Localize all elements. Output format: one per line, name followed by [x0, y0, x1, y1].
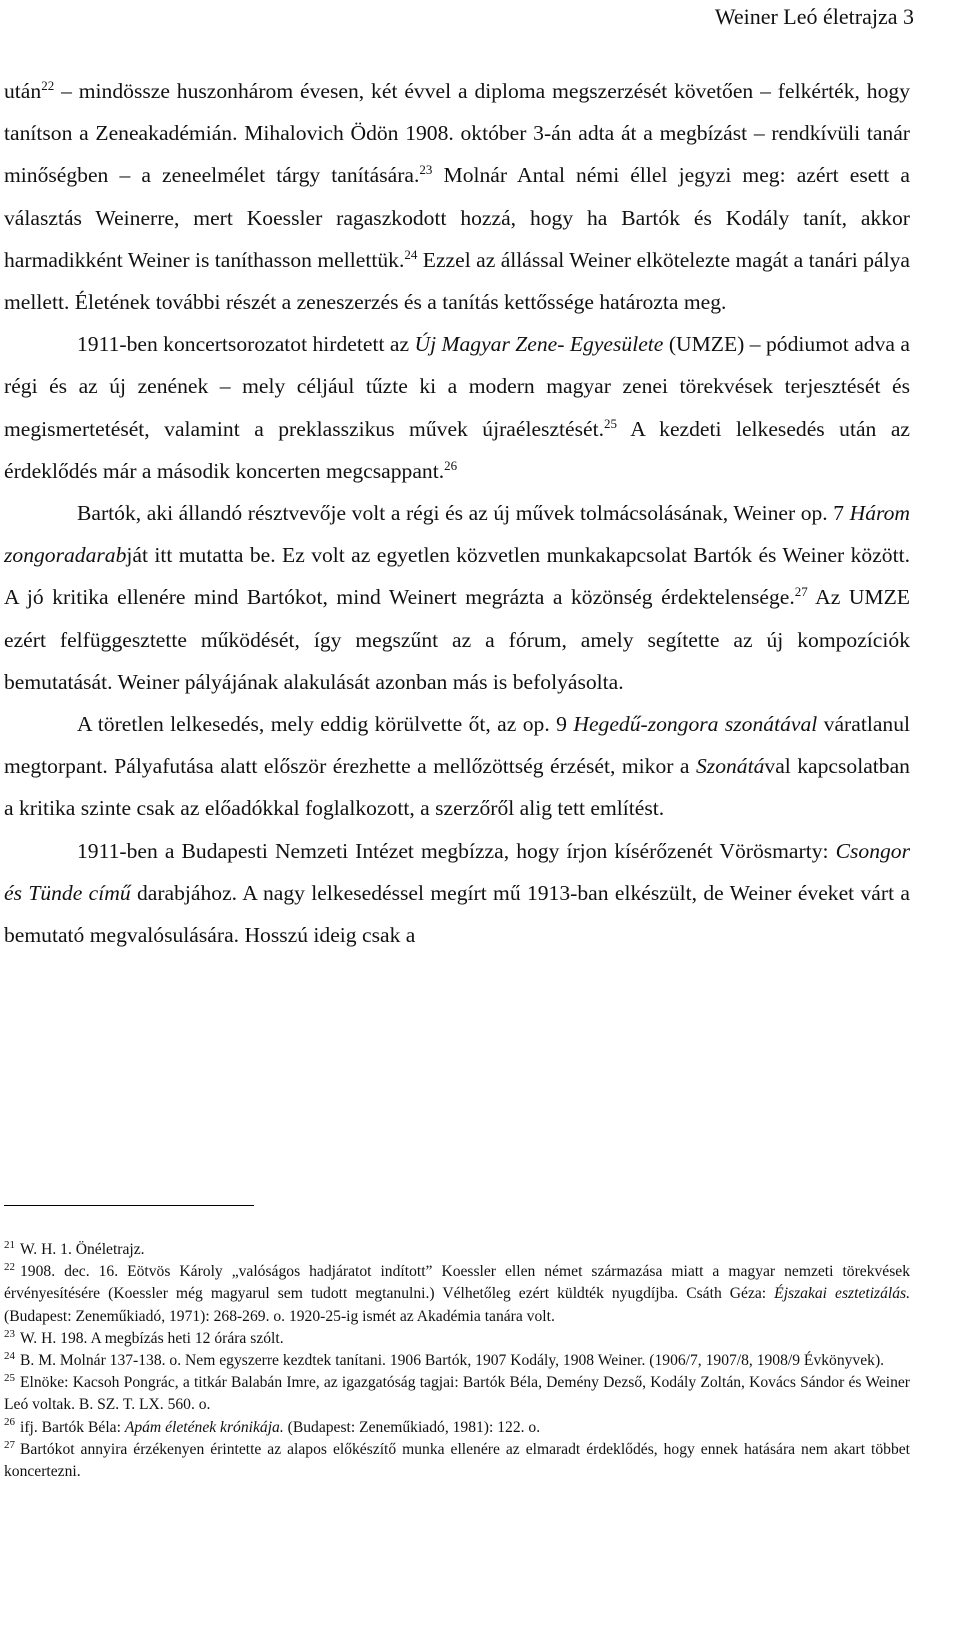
text-run: 1911-ben koncertsorozatot hirdetett az [77, 332, 415, 357]
text-run: Az UMZE ezért felfüggesztette működését, így megszűnt az a fórum, amely segítette az új kompozíciók bemutatását. Weiner pályájának alakulását azonban más is befolyásolta. [4, 585, 910, 694]
text-run: (Budapest: Zeneműkiadó, 1971): 268-269. o. 1920-25-ig ismét az Akadémia tanára volt. [4, 1307, 555, 1325]
text-run: ját itt mutatta be. Ez volt az egyetlen közvetlen munkakapcsolat Bartók és Weiner között. A jó kritika ellenére mind Bartókot, mind Weinert megrázta a közönség érdektelensége. [4, 543, 910, 610]
footnote [4, 1350, 910, 1372]
text-run: darabjához. A nagy lelkesedéssel megírt mű 1913-ban elkészült, de Weiner éveket várt a bemutató megvalósulására. Hosszú ideig csak a [4, 880, 910, 948]
footnote [4, 1372, 910, 1416]
footnote [4, 1239, 910, 1261]
text-run: A töretlen lelkesedés, mely eddig körülvette őt, az op. 9 [77, 712, 574, 737]
footnote-number: 24 [4, 1349, 15, 1362]
italic-title: Új Magyar Zene- Egyesülete [414, 332, 664, 357]
paragraph [4, 323, 910, 492]
text-run: váratlanul megtorpant. Pályafutása alatt először érezhette a mellőzöttség érzését, mikor a [4, 712, 910, 779]
footnote [4, 1439, 910, 1483]
footnote-number: 21 [4, 1238, 15, 1251]
text-run: 1911-ben a Budapesti Nemzeti Intézet megbízza, hogy írjon kísérőzenét Vörösmarty: [77, 838, 836, 863]
footnote-number: 23 [4, 1327, 15, 1340]
footnote-number: 27 [4, 1438, 15, 1451]
text-run: A kezdeti lelkesedés után az érdeklődés már a második koncerten megcsappant. [4, 416, 910, 483]
italic-title: Csongor és Tünde című [4, 838, 910, 905]
italic-title: Szonátá [696, 754, 765, 779]
text-run: ifj. Bartók Béla: [20, 1418, 125, 1436]
footnote-ref: 26 [444, 457, 458, 473]
text-run: B. M. Molnár 137-138. o. Nem egyszerre kezdtek tanítani. 1906 Bartók, 1907 Kodály, 1908 Weiner. (1906/7, 1907/8, 1908/9 Évkönyvek). [20, 1352, 885, 1370]
text-run: Bartók, aki állandó résztvevője volt a régi és az új művek tolmácsolásának, Weiner op. 7 [77, 501, 850, 526]
main-text [4, 70, 910, 956]
footnote [4, 1417, 910, 1439]
paragraph [4, 492, 910, 703]
running-header: Weiner Leó életrajza 3 [714, 4, 914, 29]
text-run: Elnöke: Kacsoh Pongrác, a titkár Balabán Imre, az igazgatóság tagjai: Bartók Béla, Demény Dezső, Kodály Zoltán, Kovács Sándor és Weiner Leó voltak. B. SZ. T. LX. 560. o. [4, 1374, 910, 1414]
paragraph [4, 830, 910, 957]
footnote [4, 1261, 910, 1328]
footnotes [4, 1239, 910, 1483]
italic-title: Apám életének krónikája. [124, 1418, 284, 1436]
text-run: 1908. dec. 16. Eötvös Károly „valóságos hadjáratot indított” Koessler ellen német származása miatt a magyar nemzeti törekvések érvényesítésére (Koessler még magyarul sem tudott megtanulni.) Vélhetőleg ezért küldték nyugdíjba. Csáth Géza: [4, 1263, 910, 1303]
text-run: (Budapest: Zeneműkiadó, 1981): 122. o. [283, 1418, 541, 1436]
text-run: – mindössze huszonhárom évesen, két évvel a diploma megszerzését követően – felkérték, hogy tanítson a Zeneakadémián. Mihalovich Ödön 1908. október 3-án adta át a megbízást – rendkívüli tanár minőségben – a zeneelmélet tárgy tanítására. [4, 79, 910, 188]
italic-title: Három zongoradarab [4, 501, 910, 568]
paragraph [4, 703, 910, 830]
italic-title: Hegedű-zongora szonátával [573, 712, 818, 737]
text-run: Ezzel az állással Weiner elkötelezte magát a tanári pálya mellett. Életének további részét a zeneszerzés és a tanítás kettőssége határozta meg. [4, 247, 910, 315]
footnote-ref: 27 [794, 584, 808, 600]
text-run: W. H. 1. Önéletrajz. [20, 1241, 145, 1258]
footnote-ref: 25 [604, 415, 617, 431]
footnote-separator [4, 1205, 254, 1206]
paragraph [4, 70, 910, 323]
footnote [4, 1328, 910, 1350]
text-run: Molnár Antal némi éllel jegyzi meg: azért esett a választás Weinerre, mert Koessler ragaszkodott hozzá, hogy ha Bartók és Kodály tanít, akkor harmadikként Weiner is taníthasson mellettük. [4, 163, 910, 272]
text-run: Bartókot annyira érzékenyen érintette az alapos előkészítő munka ellenére az elmaradt érdeklődés, hogy ennek hatására nem akart többet koncertezni. [4, 1440, 910, 1481]
text-run: val kapcsolatban a kritika szinte csak az előadókkal foglalkozott, a szerzőről alig tett említést. [4, 754, 910, 821]
footnote-ref: 24 [404, 246, 418, 262]
footnote-number: 22 [4, 1261, 15, 1274]
italic-title: Éjszakai esztetizálás. [774, 1285, 910, 1303]
text-run: W. H. 198. A megbízás heti 12 órára szólt. [20, 1329, 284, 1347]
text-run: után [4, 79, 42, 103]
footnote-number: 25 [4, 1372, 15, 1385]
footnote-number: 26 [4, 1416, 15, 1429]
footnote-ref: 22 [41, 77, 55, 93]
text-run: (UMZE) – pódiumot adva a régi és az új zenének – mely céljául tűzte ki a modern magyar zenei törekvések terjesztését és megismertetését, valamint a preklasszikus művek újraélesztését. [4, 332, 910, 441]
footnote-ref: 23 [419, 162, 433, 178]
